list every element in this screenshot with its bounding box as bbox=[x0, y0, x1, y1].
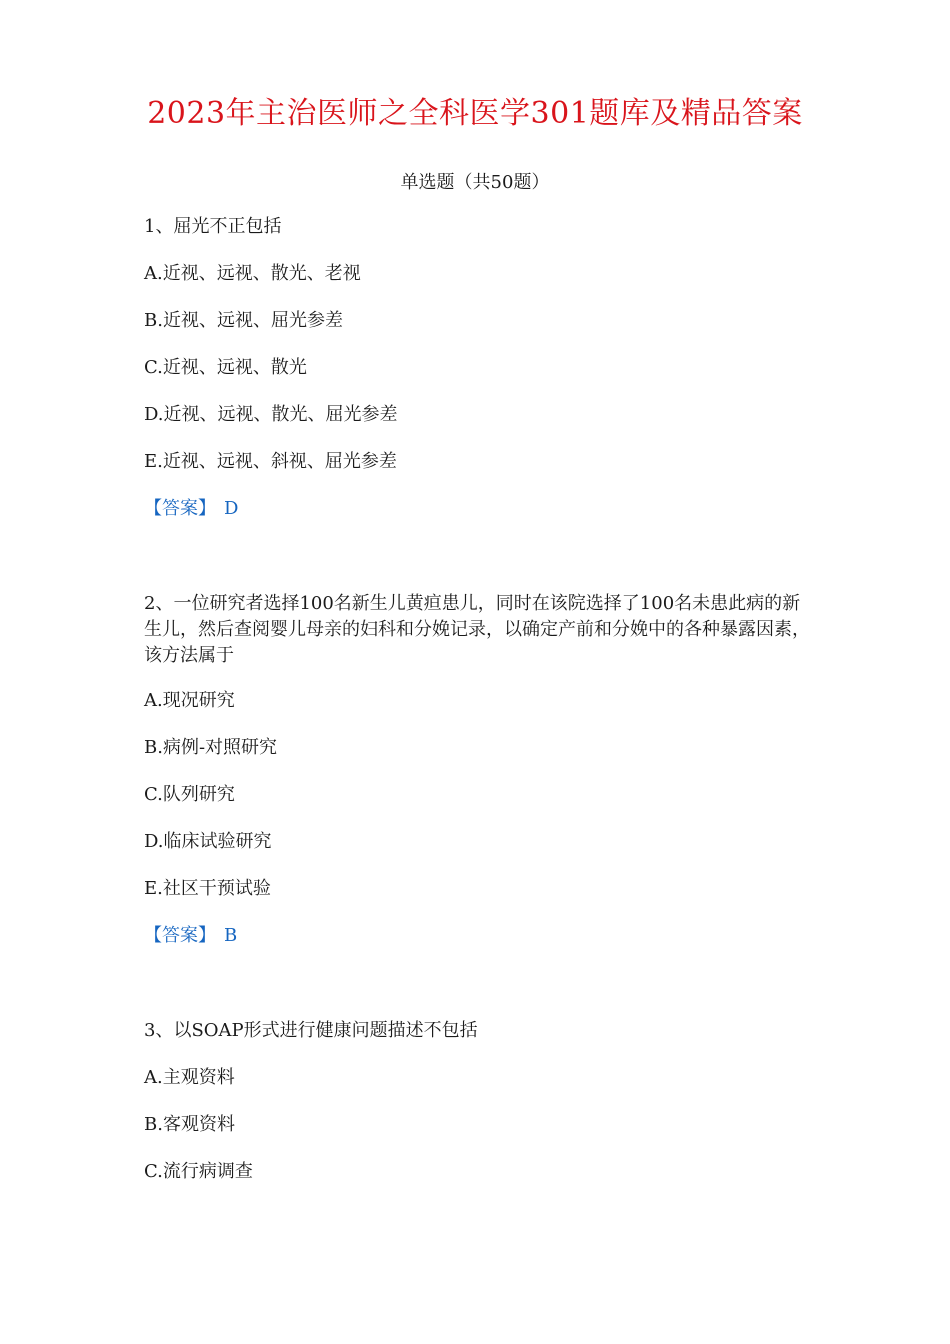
question-1-option-d: D.近视、远视、散光、屈光参差 bbox=[144, 404, 398, 425]
answer-value: B bbox=[224, 925, 238, 946]
question-2-option-e: E.社区干预试验 bbox=[144, 878, 271, 899]
question-2-stem: 2、一位研究者选择100名新生儿黄疸患儿，同时在该院选择了100名未患此病的新生儿，然后查阅婴儿母亲的妇科和分娩记录，以确定产前和分娩中的各种暴露因素，该方法属于 bbox=[144, 593, 810, 666]
question-3-option-b: B.客观资料 bbox=[144, 1114, 235, 1135]
section-heading: 单选题（共50题） bbox=[400, 172, 550, 193]
document-title: 2023年主治医师之全科医学301题库及精品答案 bbox=[147, 96, 803, 131]
question-3-option-c: C.流行病调查 bbox=[144, 1161, 253, 1182]
question-2-answer bbox=[144, 923, 237, 949]
question-1-option-a: A.近视、远视、散光、老视 bbox=[144, 263, 361, 284]
answer-value: D bbox=[224, 498, 239, 519]
question-1-option-e: E.近视、远视、斜视、屈光参差 bbox=[144, 451, 397, 472]
question-2-option-b: B.病例-对照研究 bbox=[144, 737, 278, 758]
question-2-option-d: D.临床试验研究 bbox=[144, 831, 272, 852]
question-1-stem: 1、屈光不正包括 bbox=[144, 216, 282, 237]
question-1-answer bbox=[144, 496, 238, 522]
question-1-option-b: B.近视、远视、屈光参差 bbox=[144, 310, 343, 331]
answer-label: 【答案】 bbox=[144, 925, 216, 946]
question-2-option-a: A.现况研究 bbox=[144, 690, 235, 711]
answer-label: 【答案】 bbox=[144, 498, 216, 519]
question-3-option-a: A.主观资料 bbox=[144, 1067, 235, 1088]
question-3-stem: 3、以SOAP形式进行健康问题描述不包括 bbox=[144, 1020, 478, 1041]
question-1-option-c: C.近视、远视、散光 bbox=[144, 357, 307, 378]
question-2-option-c: C.队列研究 bbox=[144, 784, 235, 805]
